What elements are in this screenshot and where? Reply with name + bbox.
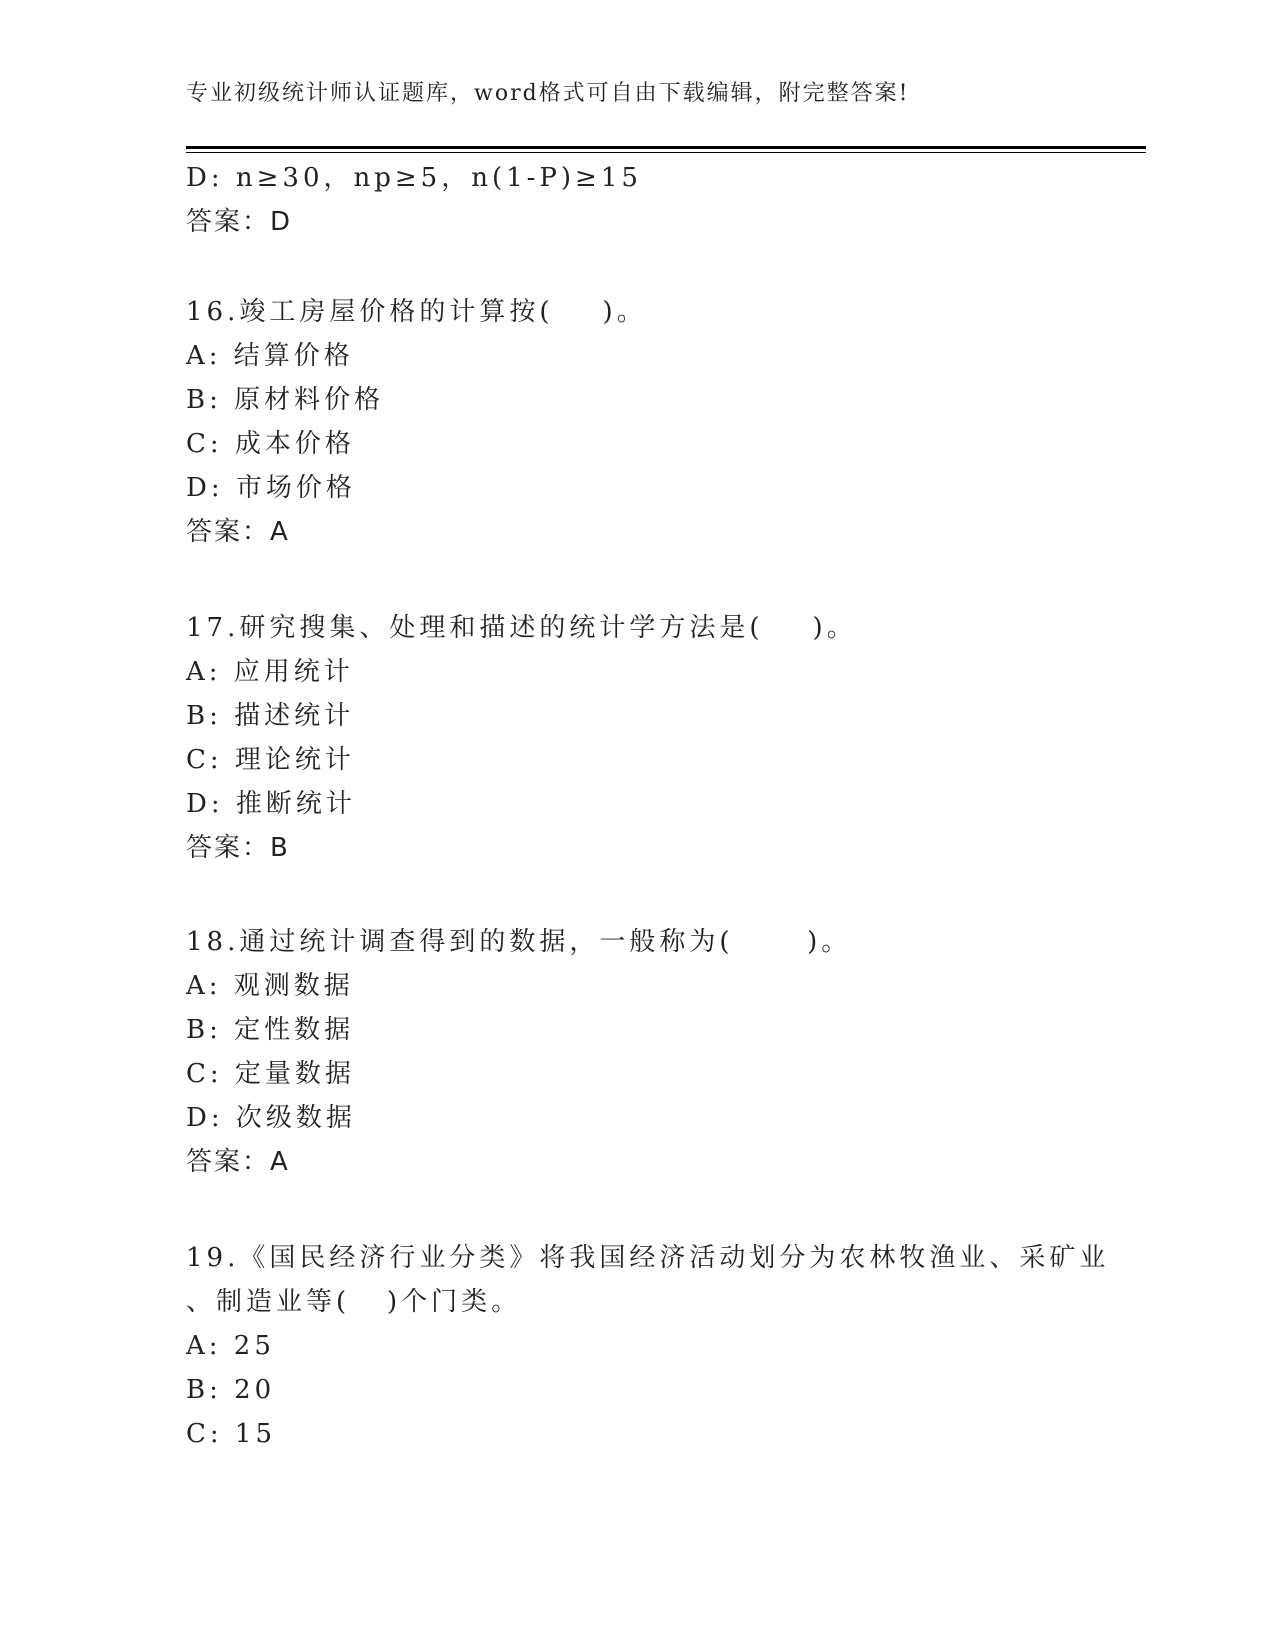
page-header-text: 专业初级统计师认证题库，word格式可自由下载编辑，附完整答案! [186,81,910,106]
answer-line: 答案：B [186,833,290,863]
answer-line: 答案：A [186,1147,290,1177]
option-line: D: 推断统计 [186,789,356,819]
option-line: D: 次级数据 [186,1103,356,1133]
option-line: A: 25 [186,1331,275,1361]
question-line: 17.研究搜集、处理和描述的统计学方法是( )。 [186,613,857,643]
question-line: 19.《国民经济行业分类》将我国经济活动划分为农林牧渔业、采矿业 [186,1243,1110,1273]
answer-line: 答案：A [186,517,290,547]
option-line: D: 市场价格 [186,473,356,503]
option-line: B: 描述统计 [186,701,355,731]
option-line: D: n≥30，np≥5，n(1-P)≥15 [186,163,642,193]
header-rule-thick [186,146,1146,149]
answer-line: 答案：D [186,207,293,237]
option-line: A: 观测数据 [186,971,354,1001]
question-line-continued: 、制造业等( )个门类。 [186,1287,522,1317]
option-line: C: 定量数据 [186,1059,355,1089]
question-line: 16.竣工房屋价格的计算按( )。 [186,297,647,327]
option-line: B: 定性数据 [186,1015,355,1045]
option-line: C: 理论统计 [186,745,355,775]
question-line: 18.通过统计调查得到的数据，一般称为( )。 [186,927,852,957]
option-line: A: 应用统计 [186,657,354,687]
header-rule-thin [186,152,1146,153]
option-line: B: 20 [186,1375,276,1405]
option-line: C: 成本价格 [186,429,355,459]
option-line: C: 15 [186,1419,277,1449]
option-line: A: 结算价格 [186,341,354,371]
option-line: B: 原材料价格 [186,385,385,415]
